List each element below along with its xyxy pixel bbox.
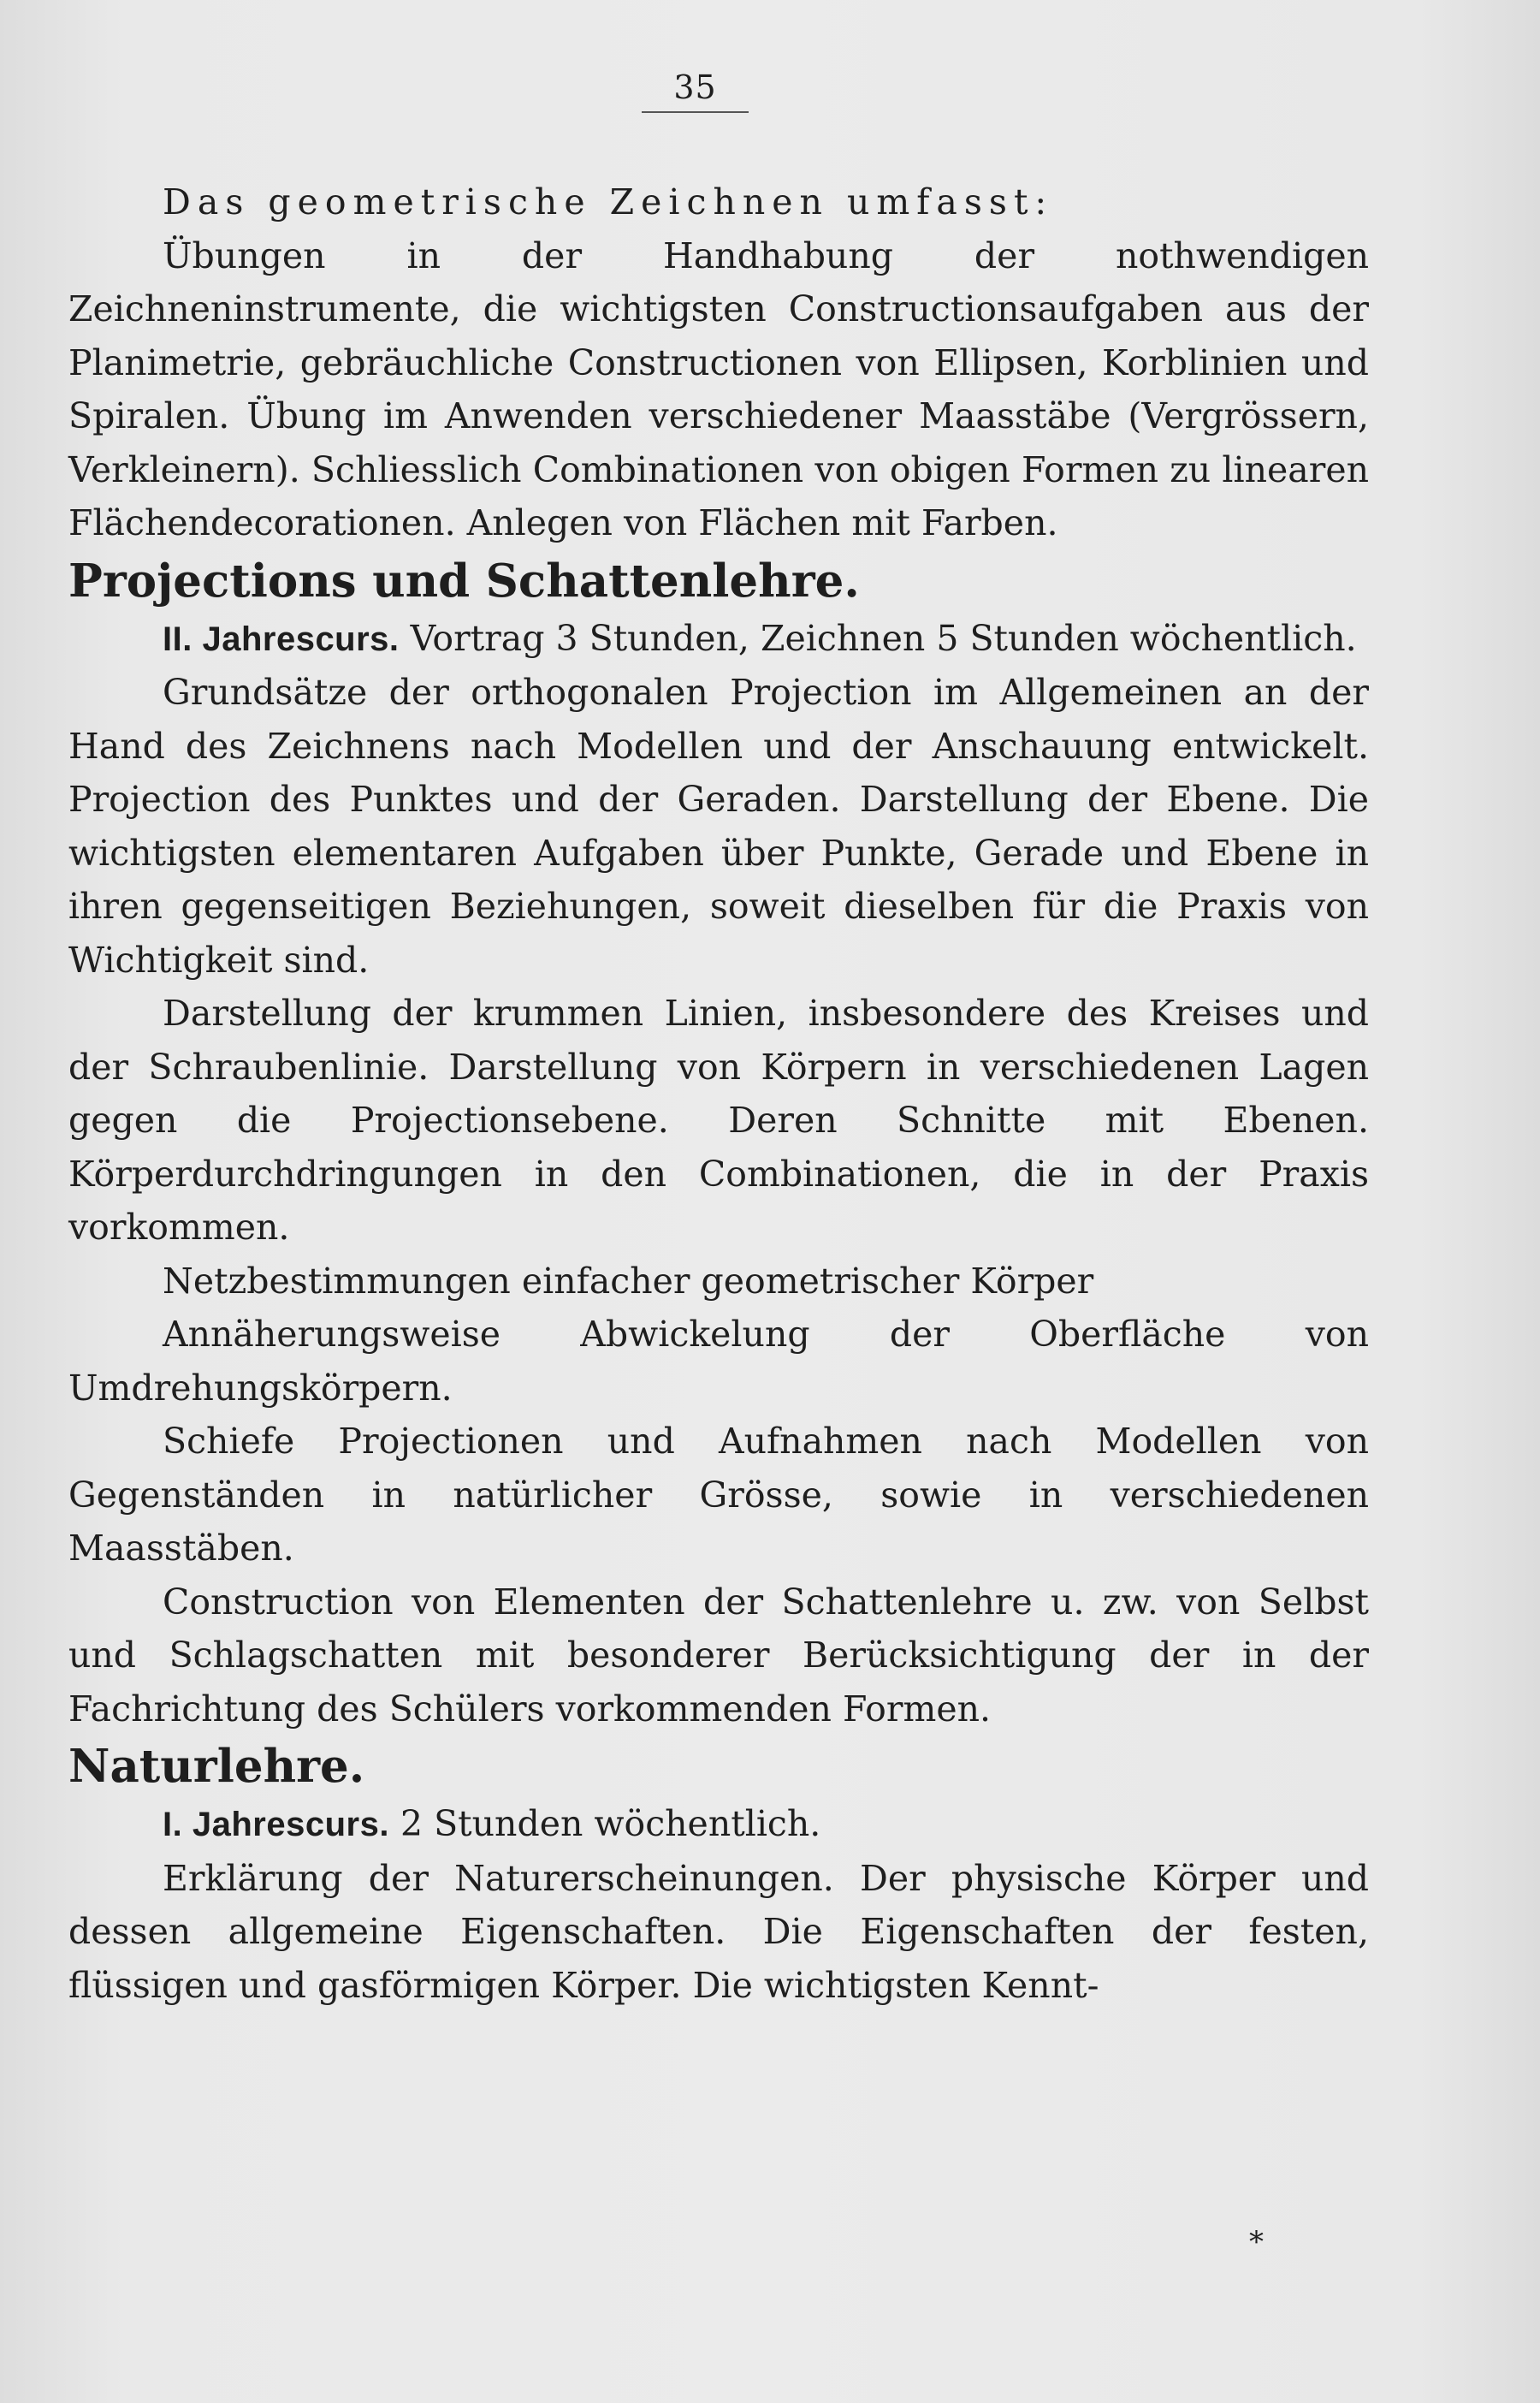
course-label-first-year: I. Jahrescurs. — [163, 1806, 389, 1843]
projections-paragraph: Darstellung der krummen Linien, insbesondere des Kreises und der Schraubenlinie. Darstellung von Körpern in verschiedenen Lagen gegen die Projectionsebene. Deren Schnitte mit Ebenen. Körperdurchdringungen in den Combinationen, die in der Praxis vorkommen. — [68, 993, 1369, 1248]
projections-paragraph: Annäherungsweise Abwickelung der Oberfläche von Umdrehungskörpern. — [68, 1314, 1369, 1409]
projections-course-line — [68, 612, 1369, 667]
naturlehre-paragraph: Erklärung der Naturerscheinungen. Der physische Körper und dessen allgemeine Eigenschaften. Die Eigenschaften der festen, flüssigen und gasförmigen Körper. Die wichtigsten Kennt- — [68, 1857, 1369, 2006]
naturlehre-course-line — [68, 1797, 1369, 1852]
section-heading-projections: Projections und Schattenlehre. — [68, 554, 860, 608]
projections-paragraph: Netzbestimmungen einfacher geometrischer Körper — [163, 1260, 1094, 1302]
geometric-drawing-paragraph: Übungen in der Handhabung der nothwendigen Zeichneninstrumente, die wichtigsten Constructionsaufgaben aus der Planimetrie, gebräuchliche Constructionen von Ellipsen, Korblinien und Spiralen. Übung im Anwenden verschiedener Maasstäbe (Vergrössern, Verkleinern). Schliesslich Combinationen von obigen Formen zu linearen Flächendecorationen. Anlegen von Flächen mit Farben. — [68, 234, 1369, 543]
geometric-drawing-lead: Das geometrische Zeichnen umfasst: — [163, 181, 1054, 222]
page-number: 35 — [642, 68, 749, 113]
course-label-second-year: II. Jahrescurs. — [163, 620, 400, 658]
signature-mark: * — [1249, 2225, 1264, 2259]
naturlehre-course-hours: 2 Stunden wöchentlich. — [388, 1803, 821, 1844]
projections-paragraph: Grundsätze der orthogonalen Projection im Allgemeinen an der Hand des Zeichnens nach Modellen und der Anschauung entwickelt. Projection des Punktes und der Geraden. Darstellung der Ebene. Die wichtigsten elementaren Aufgaben über Punkte, Gerade und Ebene in ihren gegenseitigen Beziehungen, soweit dieselben für die Praxis von Wichtigkeit sind. — [68, 672, 1369, 981]
projections-course-hours: Vortrag 3 Stunden, Zeichnen 5 Stunden wöchentlich. — [399, 617, 1357, 659]
page-body — [68, 175, 1369, 2012]
projections-paragraph: Construction von Elementen der Schattenlehre u. zw. von Selbst und Schlagschatten mit besonderer Berücksichtigung der in der Fachrichtung des Schülers vorkommenden Formen. — [68, 1581, 1369, 1730]
section-heading-naturlehre: Naturlehre. — [68, 1740, 365, 1793]
projections-paragraph: Schiefe Projectionen und Aufnahmen nach Modellen von Gegenständen in natürlicher Grösse, sowie in verschiedenen Maasstäben. — [68, 1421, 1369, 1569]
